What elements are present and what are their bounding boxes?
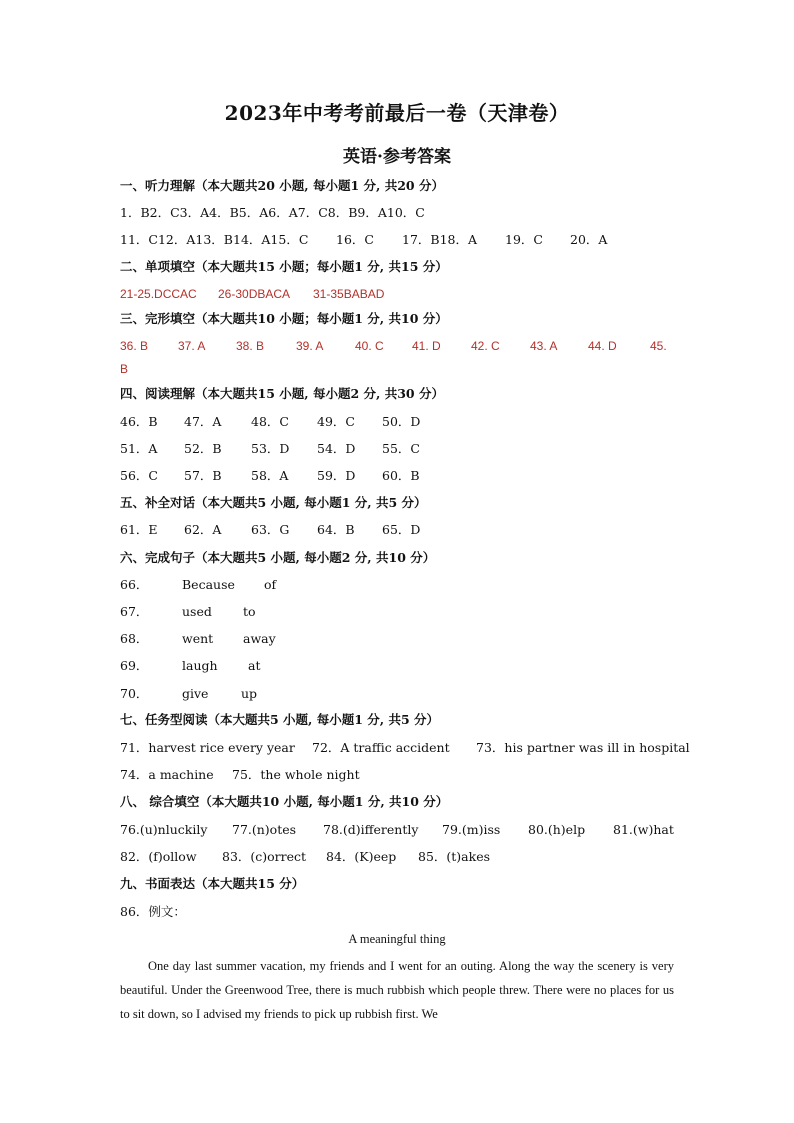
- answer-cell: 72．A traffic accident: [312, 740, 450, 755]
- answer-word: used: [182, 604, 212, 619]
- answer-cell: 77.(n)otes: [232, 822, 297, 837]
- section-header-sentence-completion: 六、完成句子（本大题共5 小题, 每小题2 分, 共10 分）: [120, 550, 436, 565]
- answer-cell: 85．(t)akes: [418, 849, 491, 864]
- answer-cell: 51．A: [120, 441, 158, 456]
- answer-cell: 55．C: [382, 441, 420, 456]
- section-header-writing: 九、书面表达（本大题共15 分）: [120, 876, 305, 891]
- answer-cell: 21-25.DCCAC: [120, 287, 197, 301]
- item-number: 68．: [120, 631, 149, 646]
- answer-word: away: [243, 631, 276, 646]
- item-number: 66．: [120, 577, 149, 592]
- section-header-cloze: 三、完形填空（本大题共10 小题；每小题1 分, 共10 分）: [120, 311, 448, 326]
- listening-answers-row-1: 1．B2．C3．A4．B5．A6．A7．C8．B9．A10．C: [120, 205, 425, 220]
- answer-cell: 83．(c)orrect: [222, 849, 307, 864]
- answer-cell: 52．B: [184, 441, 222, 456]
- answer-cell: 20．A: [570, 232, 608, 247]
- answer-cell: 79.(m)iss: [442, 822, 501, 837]
- answer-cell: 37. A: [178, 339, 206, 353]
- answer-word: to: [243, 604, 256, 619]
- answer-cell: 58．A: [251, 468, 289, 483]
- answer-cell: 76.(u)nluckily: [120, 822, 208, 837]
- answer-cell: 19．C: [505, 232, 543, 247]
- essay-title: A meaningful thing: [348, 932, 446, 946]
- answer-cell: 75．the whole night: [232, 767, 360, 782]
- answer-cell: 36. B: [120, 339, 149, 353]
- item-number: 67．: [120, 604, 149, 619]
- answer-cell: 71．harvest rice every year: [120, 740, 295, 755]
- answer-cell: 43. A: [530, 339, 558, 353]
- answer-cell: 49．C: [317, 414, 355, 429]
- section-header-listening: 一、听力理解（本大题共20 小题, 每小题1 分, 共20 分）: [120, 178, 444, 193]
- page-title: 2023年中考考前最后一卷（天津卷）: [224, 101, 570, 125]
- answer-cell: 73．his partner was ill in hospital: [476, 740, 690, 755]
- section-header-single-choice: 二、单项填空（本大题共15 小题；每小题1 分, 共15 分）: [120, 259, 448, 274]
- section-header-reading: 四、阅读理解（本大题共15 小题, 每小题2 分, 共30 分）: [120, 386, 444, 401]
- answer-word: at: [248, 658, 261, 673]
- answer-cell: 61．E: [120, 522, 158, 537]
- answer-cell: 64．B: [317, 522, 355, 537]
- answer-cell: 84．(K)eep: [326, 849, 397, 864]
- essay-paragraph: One day last summer vacation, my friends and I went for an outing. Along the way the scenery is very beautiful. Under the Greenwood Tree, there is much rubbish which people threw. There were no places for us to sit down, so I advised my friends to pick up rubbish first. We: [120, 959, 674, 1021]
- answer-cell: 81.(w)hat: [613, 822, 674, 837]
- page-subtitle: 英语·参考答案: [343, 147, 451, 167]
- section-header-task-reading: 七、任务型阅读（本大题共5 小题, 每小题1 分, 共5 分）: [120, 712, 440, 727]
- answer-cell: 80.(h)elp: [528, 822, 586, 837]
- answer-word: Because: [182, 577, 235, 592]
- answer-cell: 46．B: [120, 414, 158, 429]
- answer-cell: 53．D: [251, 441, 290, 456]
- answer-cell: 56．C: [120, 468, 158, 483]
- answer-word: went: [182, 631, 214, 646]
- answer-cell: 11．C12．A13．B14．A15．C: [120, 232, 309, 247]
- answer-cell: 31-35BABAD: [313, 287, 385, 301]
- answer-cell: 54．D: [317, 441, 356, 456]
- answer-cell: 78.(d)ifferently: [323, 822, 419, 837]
- answer-cell: 39. A: [296, 339, 324, 353]
- answer-cell: 16．C: [336, 232, 374, 247]
- item-number: 70．: [120, 686, 149, 701]
- answer-cell: 47．A: [184, 414, 222, 429]
- section-header-dialogue: 五、补全对话（本大题共5 小题, 每小题1 分, 共5 分）: [120, 495, 427, 510]
- item-number: 69．: [120, 658, 149, 673]
- answer-cell: 62．A: [184, 522, 222, 537]
- sample-essay-label: 86．例文：: [120, 904, 186, 919]
- answer-word: laugh: [182, 658, 218, 673]
- cloze-answers-wrap: B: [120, 362, 129, 376]
- answer-word: of: [264, 577, 277, 592]
- answer-cell: 59．D: [317, 468, 356, 483]
- answer-cell: 38. B: [236, 339, 265, 353]
- answer-cell: 40. C: [355, 339, 384, 353]
- answer-word: give: [182, 686, 209, 701]
- answer-cell: 50．D: [382, 414, 421, 429]
- answer-cell: 17．B18．A: [402, 232, 478, 247]
- answer-cell: 44. D: [588, 339, 617, 353]
- answer-cell: 42. C: [471, 339, 500, 353]
- answer-cell: 60．B: [382, 468, 420, 483]
- answer-cell: 48．C: [251, 414, 289, 429]
- answer-cell: 63．G: [251, 522, 290, 537]
- answer-cell: 65．D: [382, 522, 421, 537]
- answer-word: up: [241, 686, 258, 701]
- answer-cell: 26-30DBACA: [218, 287, 291, 301]
- answer-cell: 45.: [650, 339, 667, 353]
- section-header-comprehensive-fill: 八、 综合填空（本大题共10 小题, 每小题1 分, 共10 分）: [120, 794, 449, 809]
- answer-cell: 57．B: [184, 468, 222, 483]
- answer-cell: 41. D: [412, 339, 441, 353]
- answer-cell: 74．a machine: [120, 767, 214, 782]
- answer-cell: 82．(f)ollow: [120, 849, 197, 864]
